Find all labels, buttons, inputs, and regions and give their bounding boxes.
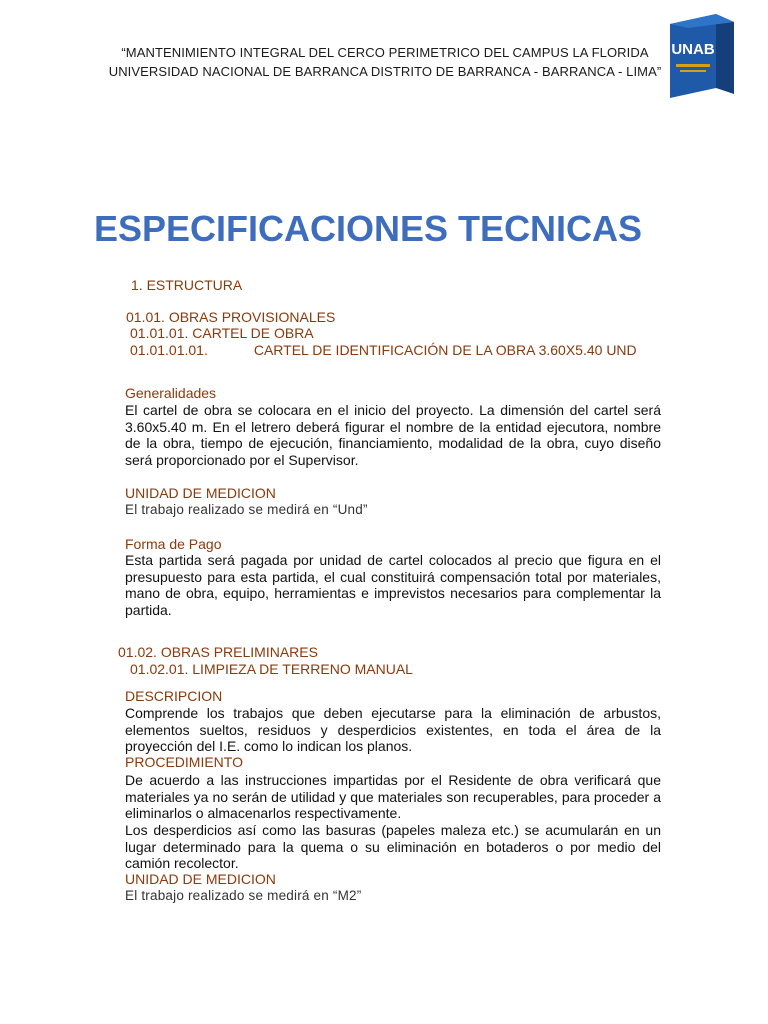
section-01-01-01-01-heading: [130, 342, 637, 358]
procedimiento-text-2: Los desperdicios así como las basuras (papeles maleza etc.) se acumularán en un lugar determinado para la quema o su eliminación en botaderos o por medio del camión recolector.: [125, 822, 661, 871]
descripcion-heading: DESCRIPCION: [125, 688, 223, 704]
section-title: CARTEL DE IDENTIFICACIÓN DE LA OBRA 3.60X5.40 UND: [253, 342, 637, 358]
unidad-medicion-heading-2: UNIDAD DE MEDICION: [125, 871, 276, 887]
logo-text: UNAB: [671, 41, 715, 58]
section-01-02-heading: 01.02. OBRAS PRELIMINARES: [118, 644, 318, 660]
section-01-02-01-heading: 01.02.01. LIMPIEZA DE TERRENO MANUAL: [130, 661, 413, 677]
section-01-01-heading: 01.01. OBRAS PROVISIONALES: [126, 309, 336, 325]
forma-pago-heading: Forma de Pago: [125, 536, 222, 552]
unidad-medicion-text-1: El trabajo realizado se medirá en “Und”: [125, 502, 368, 517]
generalidades-heading: Generalidades: [125, 385, 217, 401]
forma-pago-text: Esta partida será pagada por unidad de cartel colocados al precio que figura en el presupuesto para esta partida, el cual constituirá compensación total por materiales, mano de obra, equipo, herramientas e imprevistos necesarios para complementar la partida.: [125, 552, 661, 618]
descripcion-text: Comprende los trabajos que deben ejecutarse para la eliminación de arbustos, elementos sueltos, residuos y desperdicios existentes, en toda el área de la proyección del I.E. como lo indican los planos.: [125, 705, 661, 754]
unab-logo: [664, 14, 738, 98]
generalidades-text: El cartel de obra se colocara en el inicio del proyecto. La dimensión del cartel será 3.60x5.40 m. En el letrero deberá figurar el nombre de la entidad ejecutora, nombre de la obra, tiempo de ejecución, financiamiento, modalidad de la obra, cuyo diseño será proporcionado por el Supervisor.: [125, 402, 661, 468]
section-01-01-01-heading: 01.01.01. CARTEL DE OBRA: [130, 325, 314, 341]
section-1-heading: 1. ESTRUCTURA: [131, 277, 243, 293]
unidad-medicion-text-2: El trabajo realizado se medirá en “M2”: [125, 888, 362, 903]
unidad-medicion-heading-1: UNIDAD DE MEDICION: [125, 485, 276, 501]
procedimiento-text-1: De acuerdo a las instrucciones impartidas por el Residente de obra verificará que materiales ya no serán de utilidad y que materiales son recuperables, para proceder a eliminarlos o almacenarlos respectivamente.: [125, 772, 661, 821]
page-title: ESPECIFICACIONES TECNICAS: [94, 208, 643, 249]
header-line-2: UNIVERSIDAD NACIONAL DE BARRANCA DISTRITO DE BARRANCA - BARRANCA - LIMA”: [108, 64, 662, 79]
section-number: 01.01.01.01.: [130, 342, 208, 358]
procedimiento-heading: PROCEDIMIENTO: [125, 754, 243, 770]
page-header: [100, 43, 670, 81]
header-line-1: “MANTENIMIENTO INTEGRAL DEL CERCO PERIMETRICO DEL CAMPUS LA FLORIDA: [121, 45, 649, 60]
